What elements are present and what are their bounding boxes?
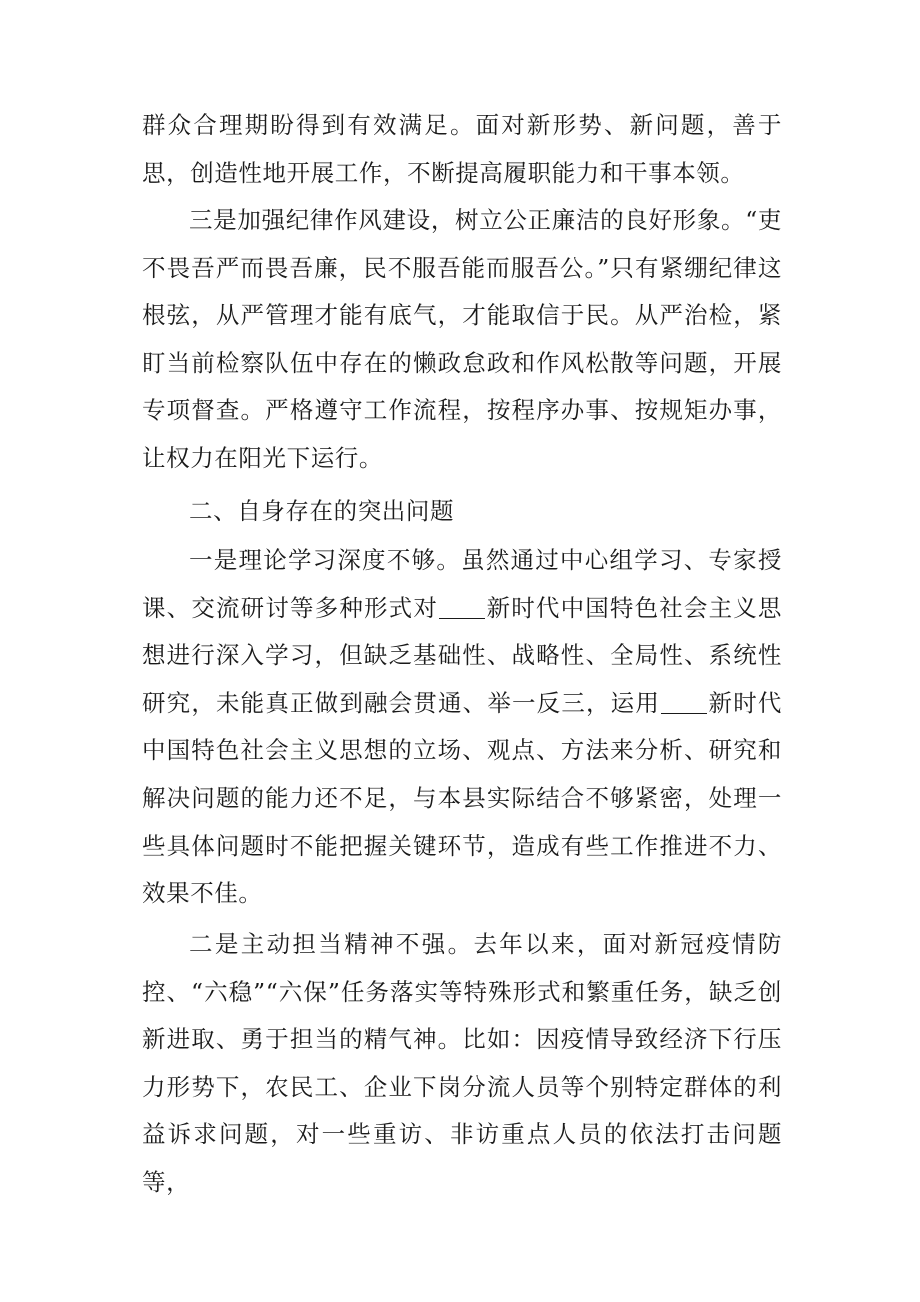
section-heading: 二、自身存在的突出问题 <box>189 497 455 525</box>
paragraph-segment: 一是理论学习深度不够。虽然通过中心组学习、专家授课、交流研讨等多种形式对 <box>142 546 782 622</box>
blank-underline <box>439 595 485 620</box>
paragraph-theory-study <box>142 537 782 918</box>
blank-underline <box>661 690 707 715</box>
paragraph-continuation: 群众合理期盼得到有效满足。面对新形势、新问题，善于思，创造性地开展工作，不断提高履职能力和干事本领。 <box>142 111 782 187</box>
paragraph-segment: 新时代中国特色社会主义思想的立场、观点、方法来分析、研究和解决问题的能力还不足，与本县实际结合不够紧密，处理一些具体问题时不能把握关键环节，造成有些工作推进不力、效果不佳。 <box>142 688 782 908</box>
paragraph-responsibility: 二是主动担当精神不强。去年以来，面对新冠疫情防控、“六稳”“六保”任务落实等特殊形式和繁重任务，缺乏创新进取、勇于担当的精气神。比如：因疫情导致经济下行压力形势下，农民工、企业下岗分流人员等个别特定群体的利益诉求问题，对一些重访、非访重点人员的依法打击问题等， <box>142 930 782 1196</box>
paragraph-discipline: 三是加强纪律作风建设，树立公正廉洁的良好形象。“吏不畏吾严而畏吾廉，民不服吾能而服吾公。”只有紧绷纪律这根弦，从严管理才能有底气，才能取信于民。从严治检，紧盯当前检察队伍中存在的懒政怠政和作风松散等问题，开展专项督查。严格遵守工作流程，按程序办事、按规矩办事，让权力在阳光下运行。 <box>142 206 782 472</box>
paragraph-segment: 新时代中国特色社会主义思想进行深入学习，但缺乏基础性、战略性、全局性、系统性研究，未能真正做到融会贯通、举一反三，运用 <box>142 593 782 717</box>
